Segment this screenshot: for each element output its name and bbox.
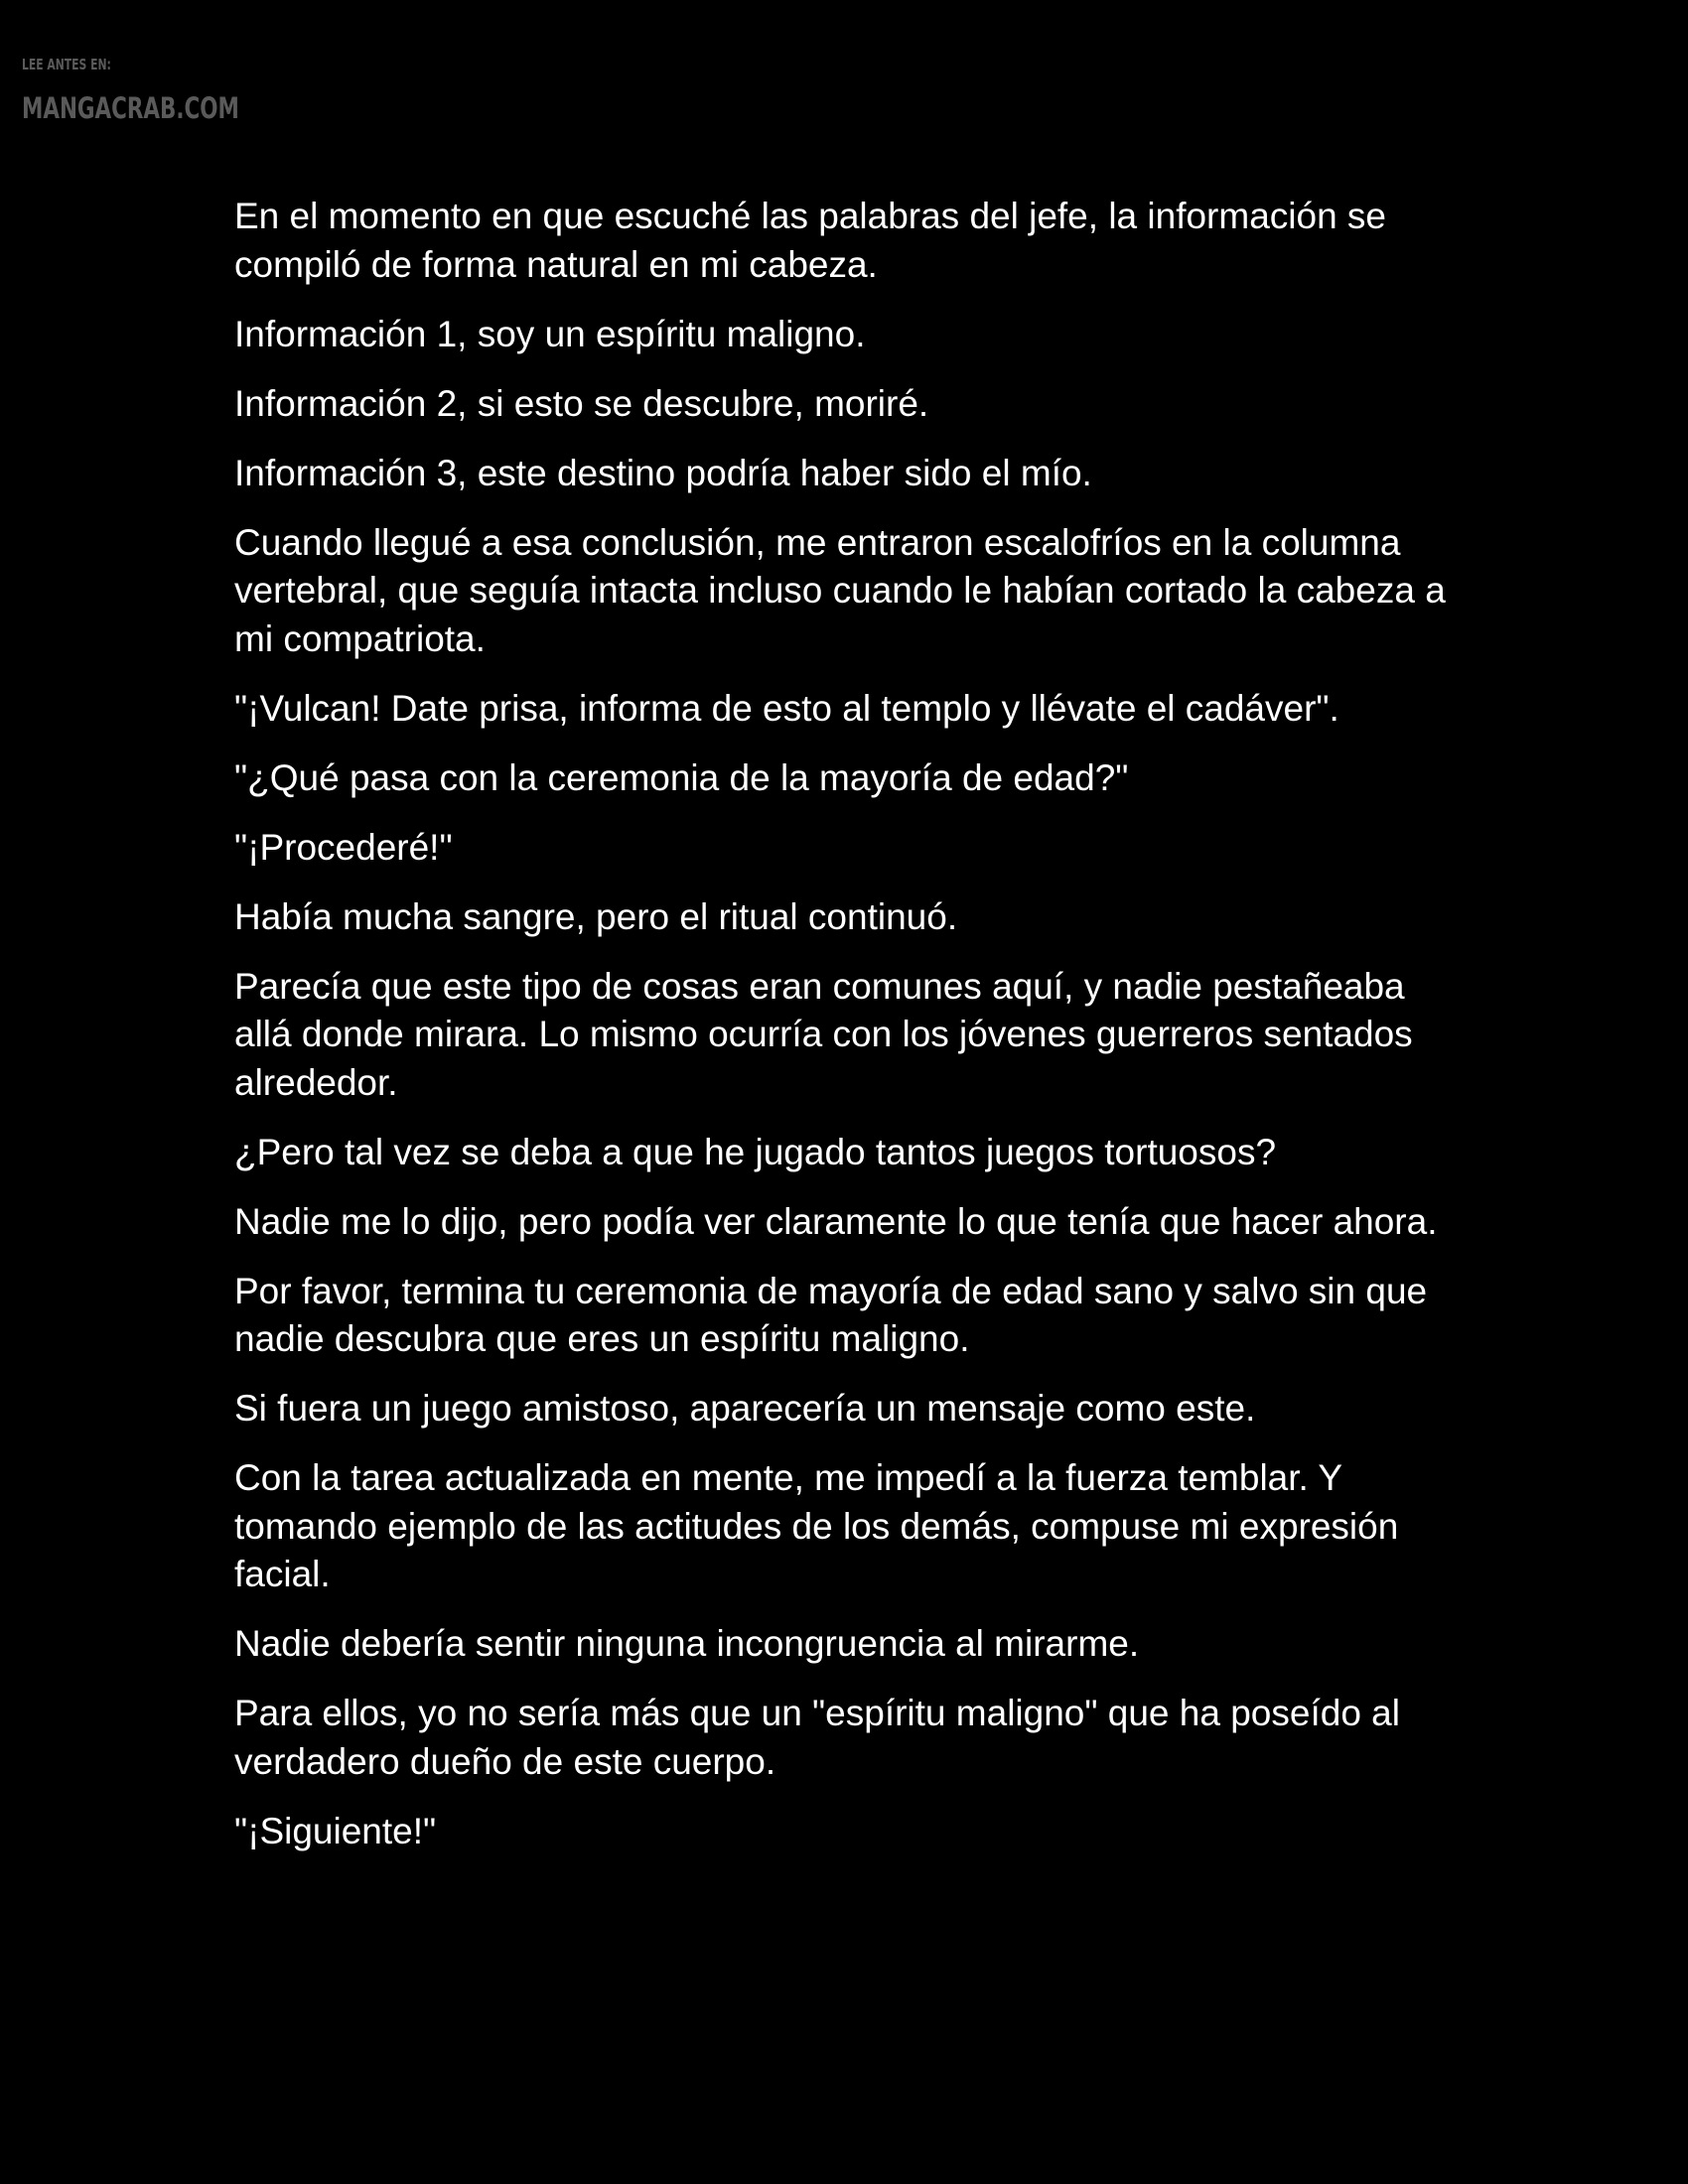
paragraph: Para ellos, yo no sería más que un "espíritu maligno" que ha poseído al verdadero dueño de este cuerpo.: [234, 1693, 1400, 1782]
paragraph: "¡Siguiente!": [234, 1810, 437, 1851]
watermark-site: MANGACRAB.COM: [22, 91, 239, 125]
paragraph: Nadie debería sentir ninguna incongruencia al mirarme.: [234, 1623, 1140, 1664]
paragraph: Cuando llegué a esa conclusión, me entraron escalofríos en la columna vertebral, que seguía intacta incluso cuando le habían cortado la cabeza a mi compatriota.: [234, 521, 1446, 659]
paragraph: Parecía que este tipo de cosas eran comunes aquí, y nadie pestañeaba allá donde mirara. Lo mismo ocurría con los jóvenes guerreros sentados alrededor.: [234, 965, 1413, 1103]
paragraph: "¡Vulcan! Date prisa, informa de esto al templo y llévate el cadáver".: [234, 687, 1339, 729]
paragraph: En el momento en que escuché las palabras del jefe, la información se compiló de forma natural en mi cabeza.: [234, 196, 1387, 285]
paragraph: "¡Procederé!": [234, 826, 453, 868]
paragraph: Información 3, este destino podría haber sido el mío.: [234, 452, 1092, 493]
paragraph: Había mucha sangre, pero el ritual continuó.: [234, 895, 958, 937]
paragraph: Si fuera un juego amistoso, aparecería un mensaje como este.: [234, 1388, 1256, 1429]
paragraph: Información 1, soy un espíritu maligno.: [234, 313, 866, 354]
paragraph: Información 2, si esto se descubre, moriré.: [234, 382, 929, 424]
paragraph: Nadie me lo dijo, pero podía ver claramente lo que tenía que hacer ahora.: [234, 1200, 1438, 1242]
paragraph: ¿Pero tal vez se deba a que he jugado tantos juegos tortuosos?: [234, 1131, 1277, 1172]
paragraph: Por favor, termina tu ceremonia de mayoría de edad sano y salvo sin que nadie descubra que eres un espíritu maligno.: [234, 1270, 1428, 1359]
paragraph: Con la tarea actualizada en mente, me impedí a la fuerza temblar. Y tomando ejemplo de las actitudes de los demás, compuse mi expresión facial.: [234, 1457, 1399, 1594]
watermark: [22, 56, 240, 125]
watermark-caption: LEE ANTES EN:: [22, 56, 111, 73]
story-text: [234, 193, 1466, 1877]
paragraph: "¿Qué pasa con la ceremonia de la mayoría de edad?": [234, 756, 1129, 798]
